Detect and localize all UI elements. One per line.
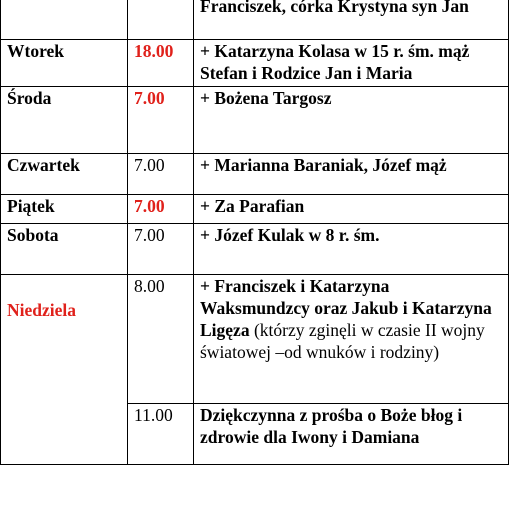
time-cell: 7.00	[128, 224, 194, 275]
time-cell: 11.00	[128, 404, 194, 465]
table-row	[1, 40, 509, 87]
intention-cell: + Józef Kulak w 8 r. śm.	[194, 224, 509, 275]
intention-cell: + Marianna Baraniak, Józef mąż	[194, 154, 509, 195]
intention-cell: Dziękczynna z prośba o Boże błog i zdrowie dla Iwony i Damiana	[194, 404, 509, 465]
table-row	[1, 275, 509, 404]
intention-cell: + Bożena Targosz	[194, 87, 509, 154]
time-cell	[128, 0, 194, 40]
time-cell: 7.00	[128, 195, 194, 224]
time-cell: 7.00	[128, 154, 194, 195]
table-row	[1, 87, 509, 154]
intention-cell: + Za Parafian	[194, 195, 509, 224]
intention-cell: Franciszek, córka Krystyna syn Jan	[194, 0, 509, 40]
table-row	[1, 195, 509, 224]
day-cell	[1, 0, 128, 40]
intention-note: (którzy zginęli w czasie II wojny światowej –od wnuków i rodziny)	[200, 320, 485, 362]
table-row	[1, 0, 509, 40]
time-cell: 7.00	[128, 87, 194, 154]
day-cell: Środa	[1, 87, 128, 154]
table-row	[1, 224, 509, 275]
intention-names: + Franciszek i Katarzyna Waksmundzcy oraz Jakub i Katarzyna Ligęza	[200, 276, 492, 340]
day-cell: Niedziela	[1, 275, 128, 465]
day-cell: Czwartek	[1, 154, 128, 195]
intention-cell	[194, 275, 509, 404]
intention-cell: + Katarzyna Kolasa w 15 r. śm. mąż Stefan i Rodzice Jan i Maria	[194, 40, 509, 87]
day-cell: Sobota	[1, 224, 128, 275]
time-cell: 18.00	[128, 40, 194, 87]
day-cell: Wtorek	[1, 40, 128, 87]
time-cell: 8.00	[128, 275, 194, 404]
day-cell: Piątek	[1, 195, 128, 224]
table-row	[1, 154, 509, 195]
